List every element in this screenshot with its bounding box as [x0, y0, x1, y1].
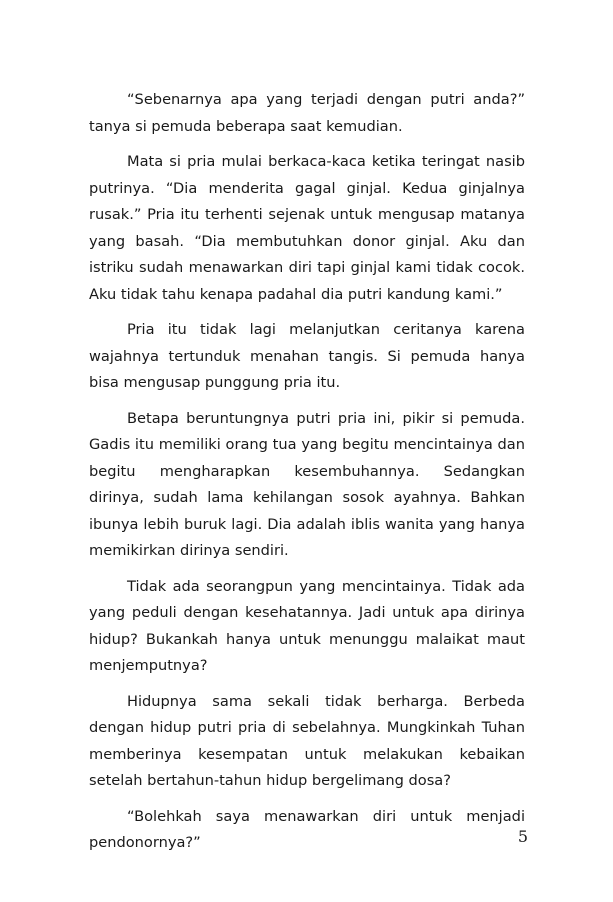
- paragraph-3: Pria itu tidak lagi melanjutkan ceritanya karena wajahnya tertunduk menahan tangis. Si pemuda hanya bisa mengusap punggung pria itu.: [89, 321, 525, 391]
- paragraph-2: Mata si pria mulai berkaca-kaca ketika teringat nasib putrinya. “Dia menderita gagal ginjal. Kedua ginjalnya rusak.” Pria itu terhenti sejenak untuk mengusap matanya yang basah. “Dia membutuhkan donor ginjal. Aku dan istriku sudah menawarkan diri tapi ginjal kami tidak cocok. Aku tidak tahu kenapa padahal dia putri kandung kami.”: [89, 153, 525, 303]
- paragraph-6: Hidupnya sama sekali tidak berharga. Berbeda dengan hidup putri pria di sebelahnya. Mungkinkah Tuhan memberinya kesempatan untuk melakukan kebaikan setelah bertahun-tahun hidup bergelimang dosa?: [89, 692, 525, 789]
- paragraph-5: Tidak ada seorangpun yang mencintainya. Tidak ada yang peduli dengan kesehatannya. Jadi untuk apa dirinya hidup? Bukankah hanya untuk menunggu malaikat maut menjemputnya?: [89, 577, 525, 674]
- paragraph-7: “Bolehkah saya menawarkan diri untuk menjadi pendonornya?”: [89, 807, 525, 851]
- body-text: [89, 87, 525, 866]
- page-number: 5: [517, 827, 528, 846]
- paragraph-1: “Sebenarnya apa yang terjadi dengan putri anda?” tanya si pemuda beberapa saat kemudian.: [89, 91, 525, 135]
- paragraph-4: Betapa beruntungnya putri pria ini, pikir si pemuda. Gadis itu memiliki orang tua yang begitu mencintainya dan begitu mengharapkan kesembuhannya. Sedangkan dirinya, sudah lama kehilangan sosok ayahnya. Bahkan ibunya lebih buruk lagi. Dia adalah iblis wanita yang hanya memikirkan dirinya sendiri.: [89, 409, 525, 559]
